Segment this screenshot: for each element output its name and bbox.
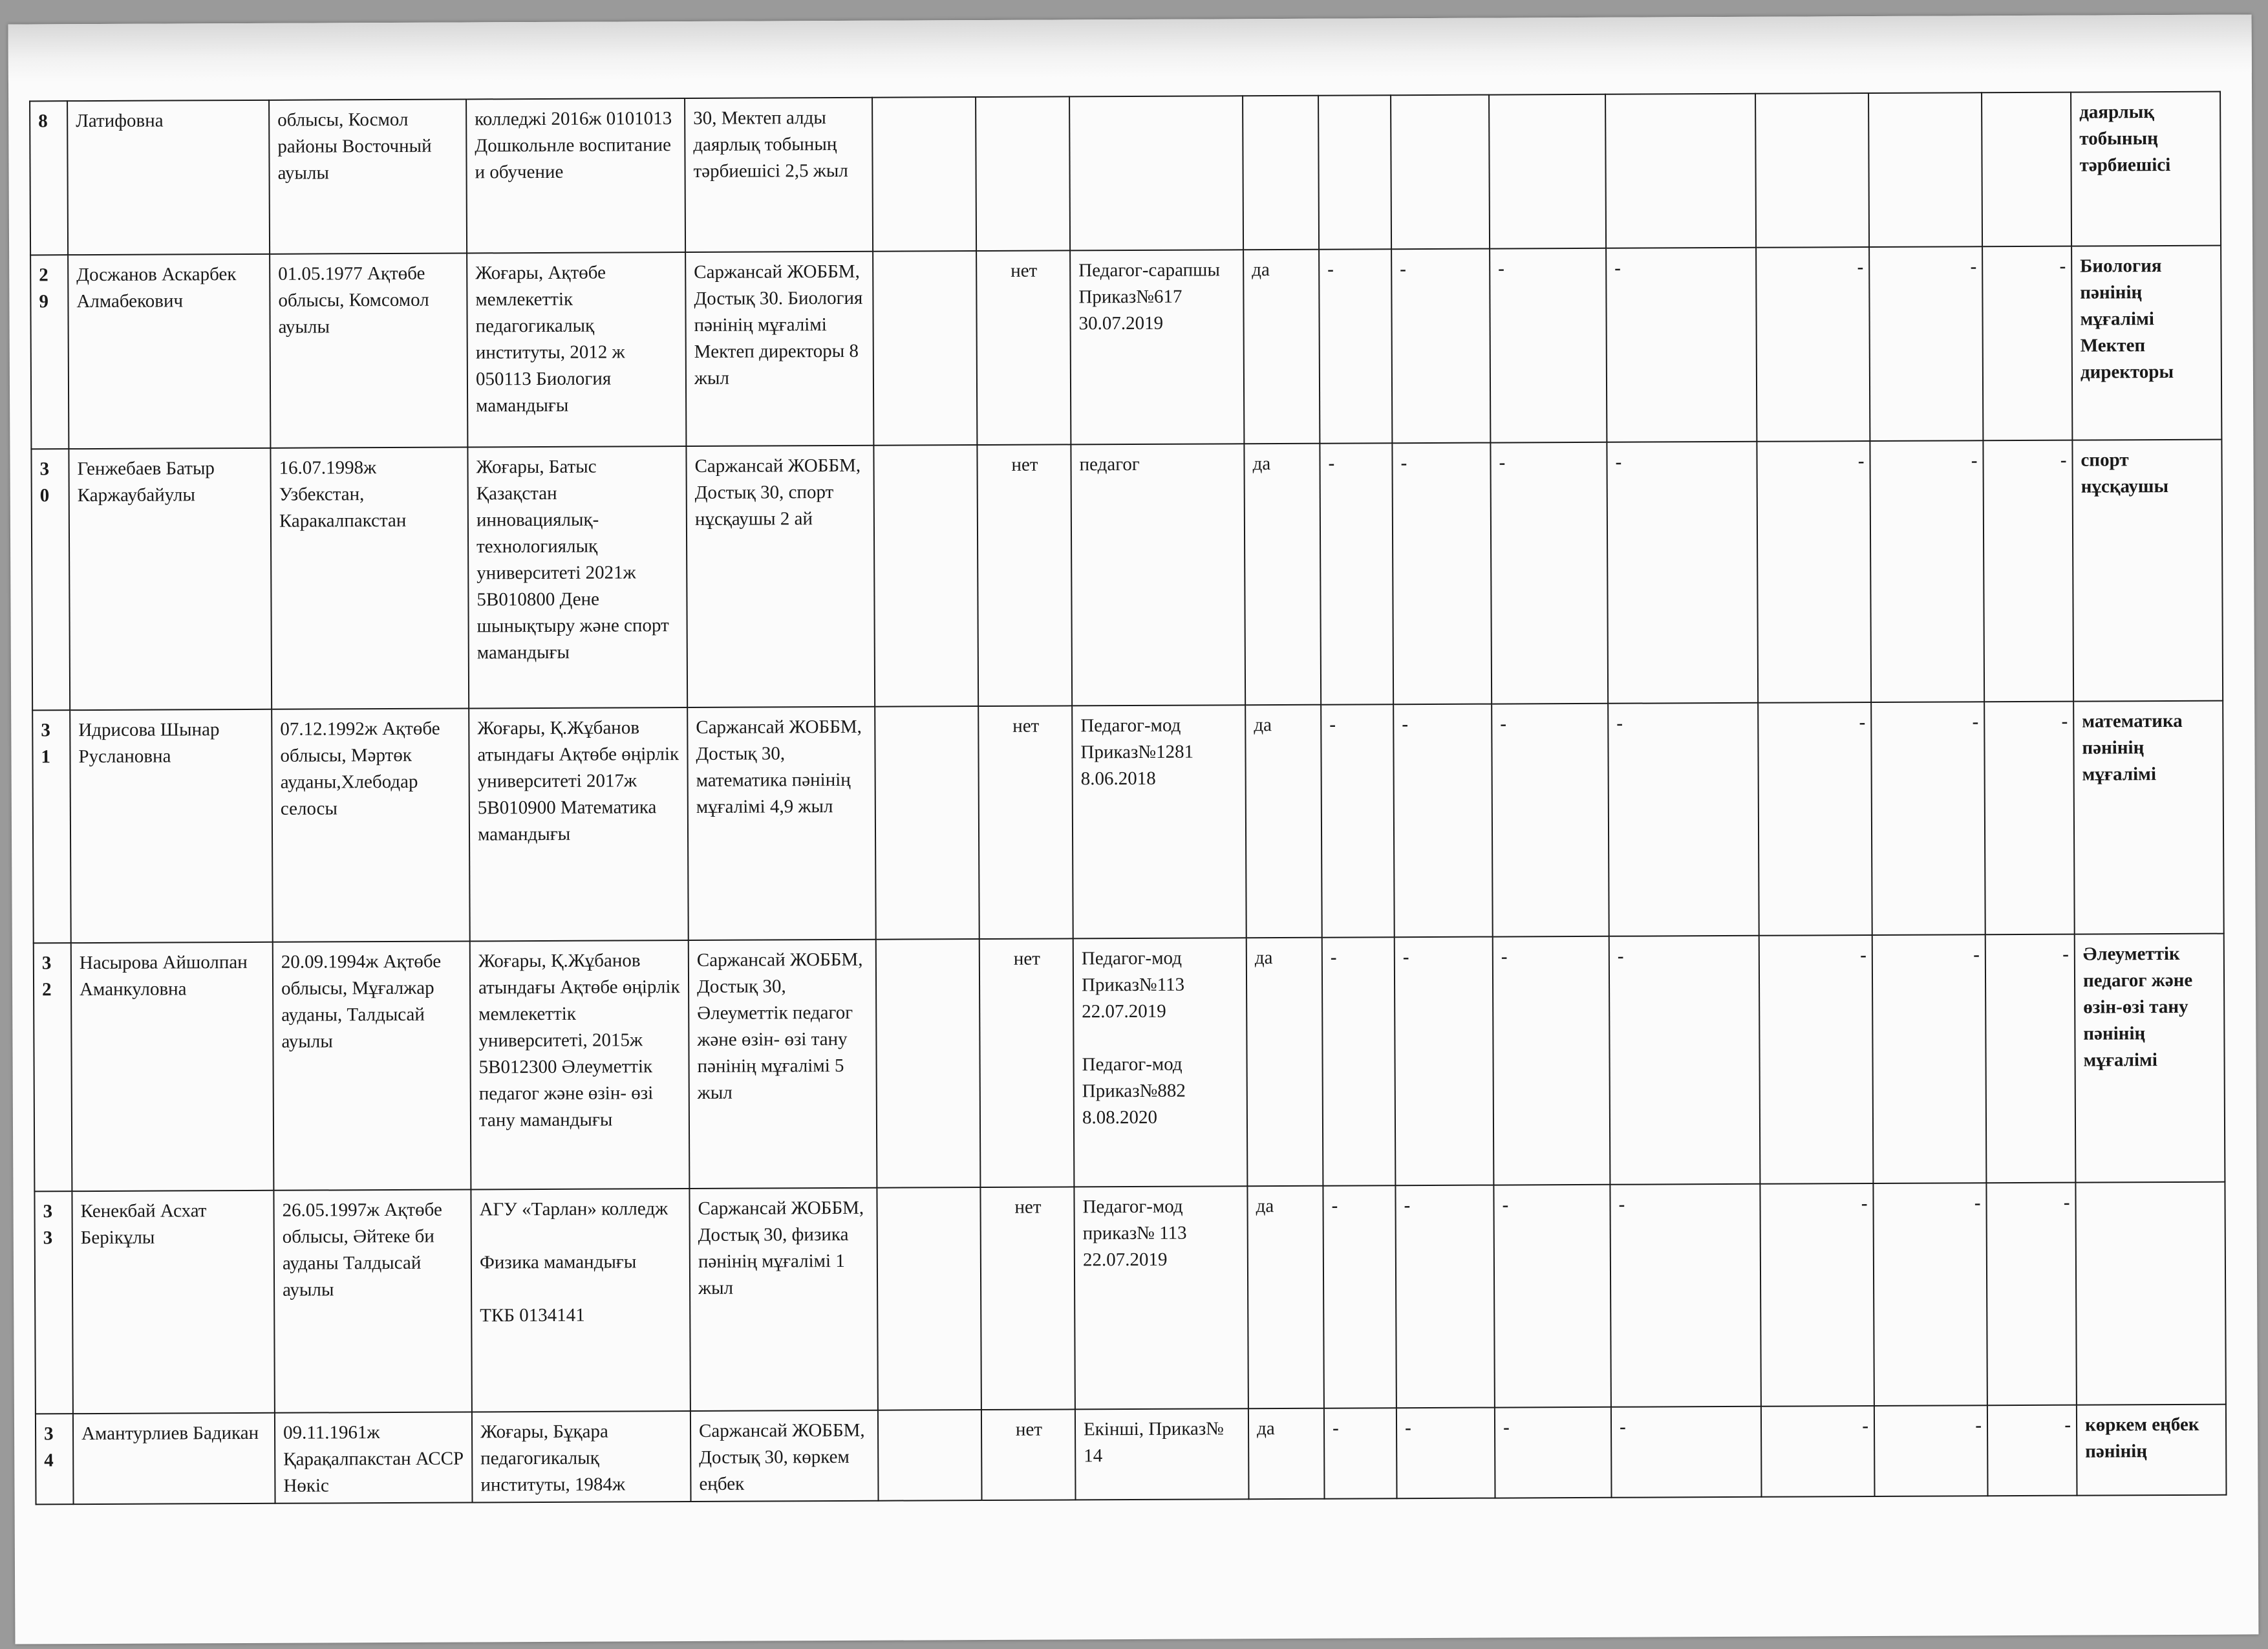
table-row bbox=[31, 440, 2223, 711]
dash-cell: - bbox=[1987, 1405, 2077, 1496]
dash-cell: - bbox=[1320, 443, 1393, 704]
answer-cell bbox=[1243, 96, 1319, 250]
dash-cell: - bbox=[1493, 936, 1610, 1185]
dash-cell: - bbox=[1323, 1185, 1396, 1408]
empty-cell bbox=[872, 97, 976, 252]
position: даярлық тобының тәрбиешісі bbox=[2071, 92, 2221, 246]
workplace: Саржансай ЖОББМ, Достық 30, көркем еңбек bbox=[690, 1410, 879, 1502]
dash-cell: - bbox=[1324, 1408, 1397, 1498]
dash-cell: - bbox=[1986, 1183, 2076, 1406]
dash-cell: - bbox=[1395, 1185, 1494, 1408]
row-number: 3 2 bbox=[34, 943, 72, 1191]
workplace: Саржансай ЖОББМ, Достық 30. Биология пәнінің мұғалімі Мектеп директоры 8 жыл bbox=[685, 252, 873, 446]
row-number: 3 0 bbox=[31, 449, 70, 710]
dash-cell: - bbox=[1492, 704, 1609, 937]
birth-info: облысы, Космол районы Восточный ауылы bbox=[269, 99, 467, 253]
dash-cell: - bbox=[1609, 936, 1760, 1185]
answer-cell: нет bbox=[981, 1409, 1076, 1500]
dash-cell: - bbox=[1983, 440, 2073, 702]
position: Биология пәнінің мұғалімі Мектеп директоры bbox=[2071, 246, 2221, 440]
education: Жоғары, Бұқара педагогикалық институты, 1984ж bbox=[472, 1411, 691, 1502]
category: Педагог-мод приказ№ 113 22.07.2019 bbox=[1074, 1186, 1248, 1409]
row-number: 8 bbox=[30, 101, 68, 255]
education-specialty: Физика мамандығы bbox=[479, 1251, 637, 1273]
dash-cell: - bbox=[1757, 441, 1871, 703]
education: Жоғары, Қ.Жұбанов атындағы Ақтөбе өңірлік университеті 2017ж 5В010900 Математика мамандығы bbox=[469, 707, 689, 941]
dash-cell bbox=[1391, 95, 1490, 250]
category bbox=[1069, 96, 1243, 250]
dash-cell: - bbox=[1982, 246, 2072, 441]
education: Жоғары, Батыс Қазақстан инновациялық-технологиялық университеті 2021ж 5В010800 Дене шынықтыру және спорт мамандығы bbox=[467, 446, 687, 708]
dash-cell: - bbox=[1607, 442, 1758, 704]
dash-cell: - bbox=[1393, 704, 1493, 938]
category-cell bbox=[1073, 938, 1248, 1187]
full-name: Генжебаев Батыр Каржаубайулы bbox=[69, 448, 272, 710]
empty-cell bbox=[878, 1410, 982, 1501]
dash-cell bbox=[1318, 95, 1391, 249]
education: Жоғары, Ақтөбе мемлекеттік педагогикалық институты, 2012 ж 050113 Биология мамандығы bbox=[467, 252, 686, 447]
row-number: 3 4 bbox=[36, 1414, 74, 1504]
answer-cell: да bbox=[1244, 444, 1321, 706]
table-row bbox=[34, 934, 2225, 1192]
workplace: Саржансай ЖОББМ, Достық 30, физика пәнінің мұғалімі 1 жыл bbox=[689, 1188, 877, 1411]
dash-cell: - bbox=[1490, 442, 1608, 704]
position: спорт нұсқаушы bbox=[2072, 440, 2223, 702]
dash-cell bbox=[1605, 94, 1756, 248]
dash-cell: - bbox=[1493, 1185, 1610, 1408]
dash-cell: - bbox=[1761, 1406, 1875, 1497]
education-diploma: ТКБ 0134141 bbox=[480, 1304, 585, 1326]
page-curl-shadow bbox=[8, 14, 2252, 82]
birth-info: 07.12.1992ж Ақтөбе облысы, Мәртөк ауданы,Хлебодар селосы bbox=[272, 708, 470, 942]
answer-cell: да bbox=[1243, 250, 1320, 444]
dash-cell bbox=[1489, 94, 1606, 249]
dash-cell: - bbox=[1321, 704, 1395, 937]
full-name: Амантурлиев Бадикан bbox=[73, 1413, 275, 1504]
dash-cell: - bbox=[1322, 937, 1396, 1185]
dash-cell: - bbox=[1871, 702, 1985, 935]
answer-cell: нет bbox=[979, 938, 1075, 1187]
dash-cell bbox=[1982, 92, 2071, 247]
dash-cell: - bbox=[1490, 248, 1607, 443]
position bbox=[2075, 1182, 2225, 1405]
table-row bbox=[32, 701, 2224, 943]
dash-cell bbox=[1868, 92, 1982, 247]
row-number: 3 3 bbox=[34, 1191, 73, 1414]
dash-cell: - bbox=[1984, 702, 2075, 935]
staff-table bbox=[29, 91, 2227, 1505]
dash-cell: - bbox=[1495, 1407, 1612, 1498]
dash-cell: - bbox=[1610, 1184, 1760, 1407]
full-name: Насырова Айшолпан Аманкуловна bbox=[71, 942, 274, 1191]
dash-cell: - bbox=[1392, 443, 1492, 705]
workplace: Саржансай ЖОББМ, Достық 30, Әлеуметтік педагог және өзін- өзі тану пәнінің мұғалімі 5 жыл bbox=[689, 940, 877, 1189]
category-secondary: Педагог-мод Приказ№882 8.08.2020 bbox=[1082, 1053, 1186, 1128]
birth-info: 16.07.1998ж Узбекстан, Каракалпакстан bbox=[270, 447, 469, 709]
answer-cell: нет bbox=[977, 444, 1072, 706]
dash-cell: - bbox=[1874, 1405, 1988, 1496]
empty-cell bbox=[875, 706, 979, 940]
empty-cell bbox=[873, 445, 978, 707]
answer-cell: да bbox=[1246, 938, 1323, 1187]
education: колледжі 2016ж 0101013 Дошкольнле воспитание и обучение bbox=[466, 98, 685, 253]
birth-info: 26.05.1997ж Ақтөбе облысы, Әйтеке би ауданы Талдысай ауылы bbox=[273, 1189, 471, 1412]
full-name: Латифовна bbox=[67, 100, 270, 255]
answer-cell: нет bbox=[976, 250, 1071, 445]
empty-cell bbox=[873, 251, 977, 446]
birth-info: 01.05.1977 Ақтөбе облысы, Комсомол ауылы bbox=[270, 253, 467, 447]
dash-cell: - bbox=[1870, 440, 1984, 702]
workplace: Саржансай ЖОББМ, Достық 30, спорт нұсқаушы 2 ай bbox=[686, 446, 875, 707]
full-name: Досжанов Аскарбек Алмабекович bbox=[68, 254, 270, 449]
dash-cell: - bbox=[1758, 702, 1872, 936]
dash-cell: - bbox=[1759, 935, 1874, 1184]
category: Педагог-мод Приказ№1281 8.06.2018 bbox=[1072, 705, 1246, 938]
table-row bbox=[36, 1405, 2227, 1505]
answer-cell: да bbox=[1245, 705, 1322, 938]
row-number: 2 9 bbox=[30, 255, 69, 449]
workplace: 30, Мектеп алды даярлық тобының тәрбиешісі 2,5 жыл bbox=[685, 98, 873, 252]
dash-cell: - bbox=[1396, 1408, 1495, 1499]
answer-cell: да bbox=[1248, 1408, 1325, 1500]
dash-cell: - bbox=[1395, 937, 1494, 1186]
dash-cell: - bbox=[1391, 249, 1490, 444]
empty-cell bbox=[876, 939, 981, 1188]
row-number: 3 1 bbox=[32, 710, 71, 943]
category: Екінші, Приказ№ 14 bbox=[1075, 1408, 1249, 1500]
education: АГУ «Тарлан» колледж bbox=[479, 1198, 669, 1220]
category: педагог bbox=[1071, 444, 1245, 706]
birth-info: 20.09.1994ж Ақтөбе облысы, Мұғалжар ауданы, Талдысай ауылы bbox=[273, 941, 471, 1190]
table-row bbox=[30, 246, 2221, 449]
dash-cell: - bbox=[1606, 248, 1757, 442]
education: Жоғары, Қ.Жұбанов атындағы Ақтөбе өңірлік мемлекеттік университеті, 2015ж 5В012300 Әлеуметтік педагог және өзін- өзі тану мамандығы bbox=[470, 940, 690, 1189]
position: Әлеуметтік педагог және өзін-өзі тану пәнінің мұғалімі bbox=[2075, 934, 2225, 1183]
education-cell bbox=[471, 1189, 690, 1412]
answer-cell: нет bbox=[978, 706, 1073, 939]
category: Педагог-сарапшы Приказ№617 30.07.2019 bbox=[1070, 250, 1244, 444]
dash-cell: - bbox=[1760, 1183, 1874, 1406]
dash-cell bbox=[1755, 93, 1869, 248]
dash-cell: - bbox=[1872, 934, 1987, 1183]
dash-cell: - bbox=[1869, 246, 1983, 441]
dash-cell: - bbox=[1611, 1406, 1762, 1498]
answer-cell: нет bbox=[980, 1187, 1075, 1410]
dash-cell: - bbox=[1319, 249, 1392, 443]
dash-cell: - bbox=[1873, 1183, 1987, 1406]
full-name: Кенекбай Асхат Берікұлы bbox=[72, 1191, 274, 1414]
dash-cell: - bbox=[1985, 934, 2076, 1183]
dash-cell: - bbox=[1756, 247, 1870, 442]
full-name: Идрисова Шынар Руслановна bbox=[70, 709, 273, 943]
answer-cell bbox=[976, 96, 1070, 251]
workplace: Саржансай ЖОББМ, Достық 30, математика пәнінің мұғалімі 4,9 жыл bbox=[687, 707, 876, 940]
birth-info: 09.11.1961ж Қарақалпакстан АССР Нөкіс bbox=[275, 1412, 473, 1503]
dash-cell: - bbox=[1608, 703, 1759, 936]
category: Педагог-мод Приказ№113 22.07.2019 bbox=[1081, 947, 1185, 1022]
table-row bbox=[34, 1182, 2225, 1414]
position: математика пәнінің мұғалімі bbox=[2073, 701, 2224, 934]
scanned-page bbox=[8, 14, 2259, 1644]
table-row bbox=[30, 92, 2221, 255]
position: көркем еңбек пәнінің bbox=[2077, 1405, 2227, 1496]
empty-cell bbox=[877, 1187, 981, 1410]
answer-cell: да bbox=[1247, 1186, 1323, 1409]
